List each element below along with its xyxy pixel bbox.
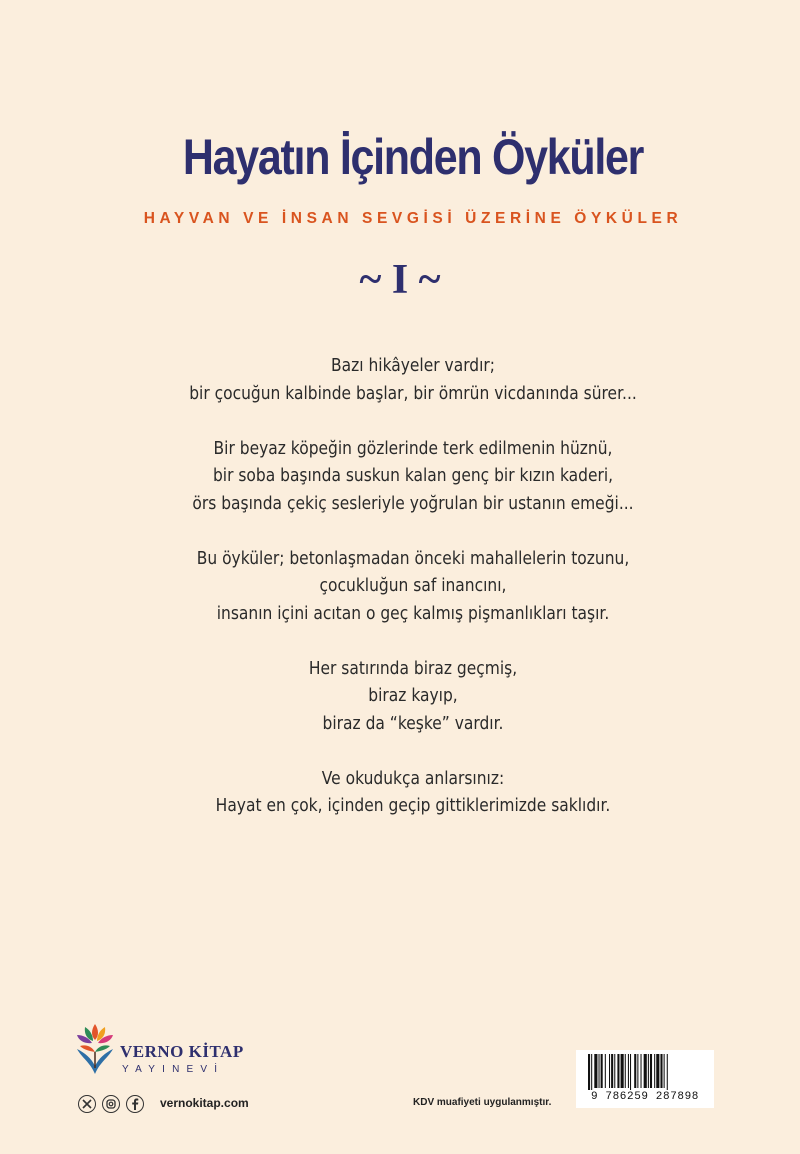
blurb-stanza xyxy=(0,352,800,407)
blurb-stanza xyxy=(0,545,800,628)
blurb-line: insanın içini acıtan o geç kalmış pişmanlıkları taşır. xyxy=(216,602,610,624)
facebook-icon[interactable] xyxy=(126,1095,144,1113)
tax-note: KDV muafiyeti uygulanmıştır. xyxy=(413,1097,552,1108)
blurb xyxy=(0,352,800,847)
blurb-line: Bu öyküler; betonlaşmadan önceki mahallelerin tozunu, xyxy=(196,547,630,569)
social-links xyxy=(78,1094,150,1114)
isbn-barcode xyxy=(576,1050,714,1108)
barcode-bars xyxy=(588,1054,702,1090)
publisher-sub: YAYINEVİ xyxy=(122,1064,225,1075)
x-icon[interactable] xyxy=(78,1095,96,1113)
blurb-stanza xyxy=(0,435,800,518)
blurb-line: çocukluğun saf inancını, xyxy=(319,575,507,596)
blurb-line: Her satırında biraz geçmiş, xyxy=(308,657,518,679)
book-title: Hayatın İçinden Öyküler xyxy=(182,129,644,185)
publisher-logo xyxy=(72,1014,262,1084)
blurb-line: Hayat en çok, içinden geçip gittiklerimizde saklıdır. xyxy=(215,795,611,816)
blurb-line: bir soba başında suskun kalan genç bir kızın kaderi, xyxy=(212,465,614,486)
blurb-line: Bir beyaz köpeğin gözlerinde terk edilmenin hüznü, xyxy=(213,437,613,459)
book-subtitle: HAYVAN VE İNSAN SEVGİSİ ÜZERİNE ÖYKÜLER xyxy=(143,210,683,227)
instagram-icon[interactable] xyxy=(102,1095,120,1113)
website-link[interactable]: vernokitap.com xyxy=(160,1096,249,1110)
blurb-line: biraz kayıp, xyxy=(368,685,458,706)
blurb-line: biraz da “keşke” vardır. xyxy=(322,712,504,734)
blurb-line: örs başında çekiç sesleriyle yoğrulan bir ustanın emeği... xyxy=(192,492,634,514)
isbn-number: 9 786259 287898 xyxy=(590,1091,700,1103)
blurb-line: bir çocuğun kalbinde başlar, bir ömrün vicdanında sürer... xyxy=(189,382,637,404)
flower-book-icon xyxy=(72,1016,118,1078)
blurb-stanza xyxy=(0,765,800,820)
blurb-line: Ve okudukça anlarsınız: xyxy=(321,767,505,789)
blurb-line: Bazı hikâyeler vardır; xyxy=(331,355,495,376)
publisher-name: VERNO KİTAP xyxy=(120,1042,244,1061)
blurb-stanza xyxy=(0,655,800,738)
volume-number: ~ I ~ xyxy=(359,257,441,303)
